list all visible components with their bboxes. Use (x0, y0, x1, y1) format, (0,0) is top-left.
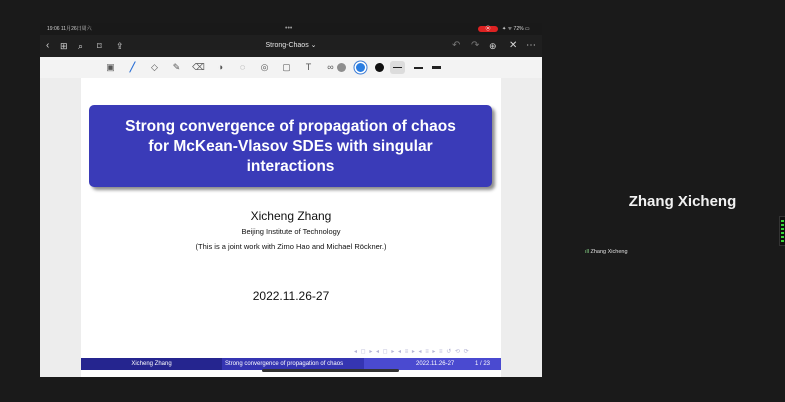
title-line-1: Strong convergence of propagation of chaos (125, 118, 456, 135)
back-icon[interactable]: ‹ (46, 40, 50, 51)
undo-icon[interactable]: ↶ (452, 40, 461, 51)
battery-status: ✦ ᯤ 72% ▭ (502, 26, 530, 32)
pen-icon[interactable]: ╱ (129, 62, 136, 72)
slide-date: 2022.11.26-27 (252, 289, 330, 303)
footer-date: 2022.11.26-27 (416, 361, 455, 367)
slide-page (81, 78, 501, 377)
title-line-2: for McKean-Vlasov SDEs with singular (148, 138, 433, 155)
participant-name: Zhang Xicheng (628, 193, 737, 210)
color-blue-swatch[interactable] (356, 63, 365, 72)
color-gray-swatch[interactable] (337, 63, 346, 72)
author-name: Xicheng Zhang (250, 209, 332, 223)
shapes-icon[interactable]: ◑ (217, 62, 224, 72)
status-time: 19:06 11月26日周六 (47, 26, 92, 32)
footer-author: Xicheng Zhang (81, 358, 222, 370)
image-icon[interactable]: ▢ (282, 62, 291, 72)
beamer-nav-icons: ◂ ◻ ▸ ◂ ◻ ▸ ◂ ≡ ▸ ◂ ≡ ▸ ≡ ↺ ⟲ ⟳ (354, 349, 470, 355)
eraser-icon[interactable]: ⌫ (192, 62, 205, 72)
thumbnail-icon[interactable]: ▣ (106, 62, 115, 72)
lasso-icon[interactable]: ◌ (239, 62, 246, 72)
document-title[interactable]: Strong-Chaos ⌄ (265, 42, 317, 49)
signal-icon: ıll (585, 249, 589, 255)
text-icon[interactable]: T (305, 62, 312, 72)
participant-tag-name: Zhang Xicheng (590, 249, 628, 255)
record-indicator-icon: ⦿ (478, 26, 498, 32)
line-medium-icon[interactable] (414, 67, 423, 69)
status-dots-icon: ••• (285, 25, 293, 32)
audio-level-icon (779, 216, 785, 246)
institution: Beijing Institute of Technology (241, 227, 341, 236)
color-black-swatch[interactable] (375, 63, 384, 72)
grid-icon[interactable]: ⊞ (60, 41, 68, 51)
pencil-icon[interactable]: ✎ (172, 62, 181, 72)
redo-icon[interactable]: ↷ (471, 40, 480, 51)
app-toolbar (40, 35, 542, 57)
close-icon[interactable]: ✕ (509, 40, 518, 51)
chat-icon[interactable]: ◎ (260, 62, 269, 72)
line-thin-icon (393, 67, 402, 68)
line-thick-icon[interactable] (432, 66, 441, 69)
bookmark-icon[interactable]: ⌑ (97, 41, 102, 51)
add-page-icon[interactable]: ⊕ (489, 41, 497, 51)
share-icon[interactable]: ⇪ (116, 41, 124, 51)
participant-tag (585, 249, 628, 255)
title-banner (89, 105, 492, 187)
more-icon[interactable]: ⋯ (526, 40, 536, 51)
document-canvas[interactable] (40, 78, 542, 377)
highlighter-icon[interactable]: ◇ (151, 62, 158, 72)
title-line-3: interactions (246, 158, 335, 175)
footer-page: 1 / 23 (475, 361, 491, 367)
joint-work-note: (This is a joint work with Zimo Hao and Michael Röckner.) (195, 242, 387, 251)
link-icon[interactable]: ∞ (327, 62, 334, 72)
ipad-status-bar (40, 23, 542, 35)
annotation-toolbar (40, 57, 542, 79)
shared-screen (40, 23, 542, 377)
home-indicator[interactable] (262, 369, 399, 372)
search-icon[interactable]: ⌕ (78, 41, 84, 51)
footer-title: Strong convergence of propagation of chaos (222, 358, 364, 370)
